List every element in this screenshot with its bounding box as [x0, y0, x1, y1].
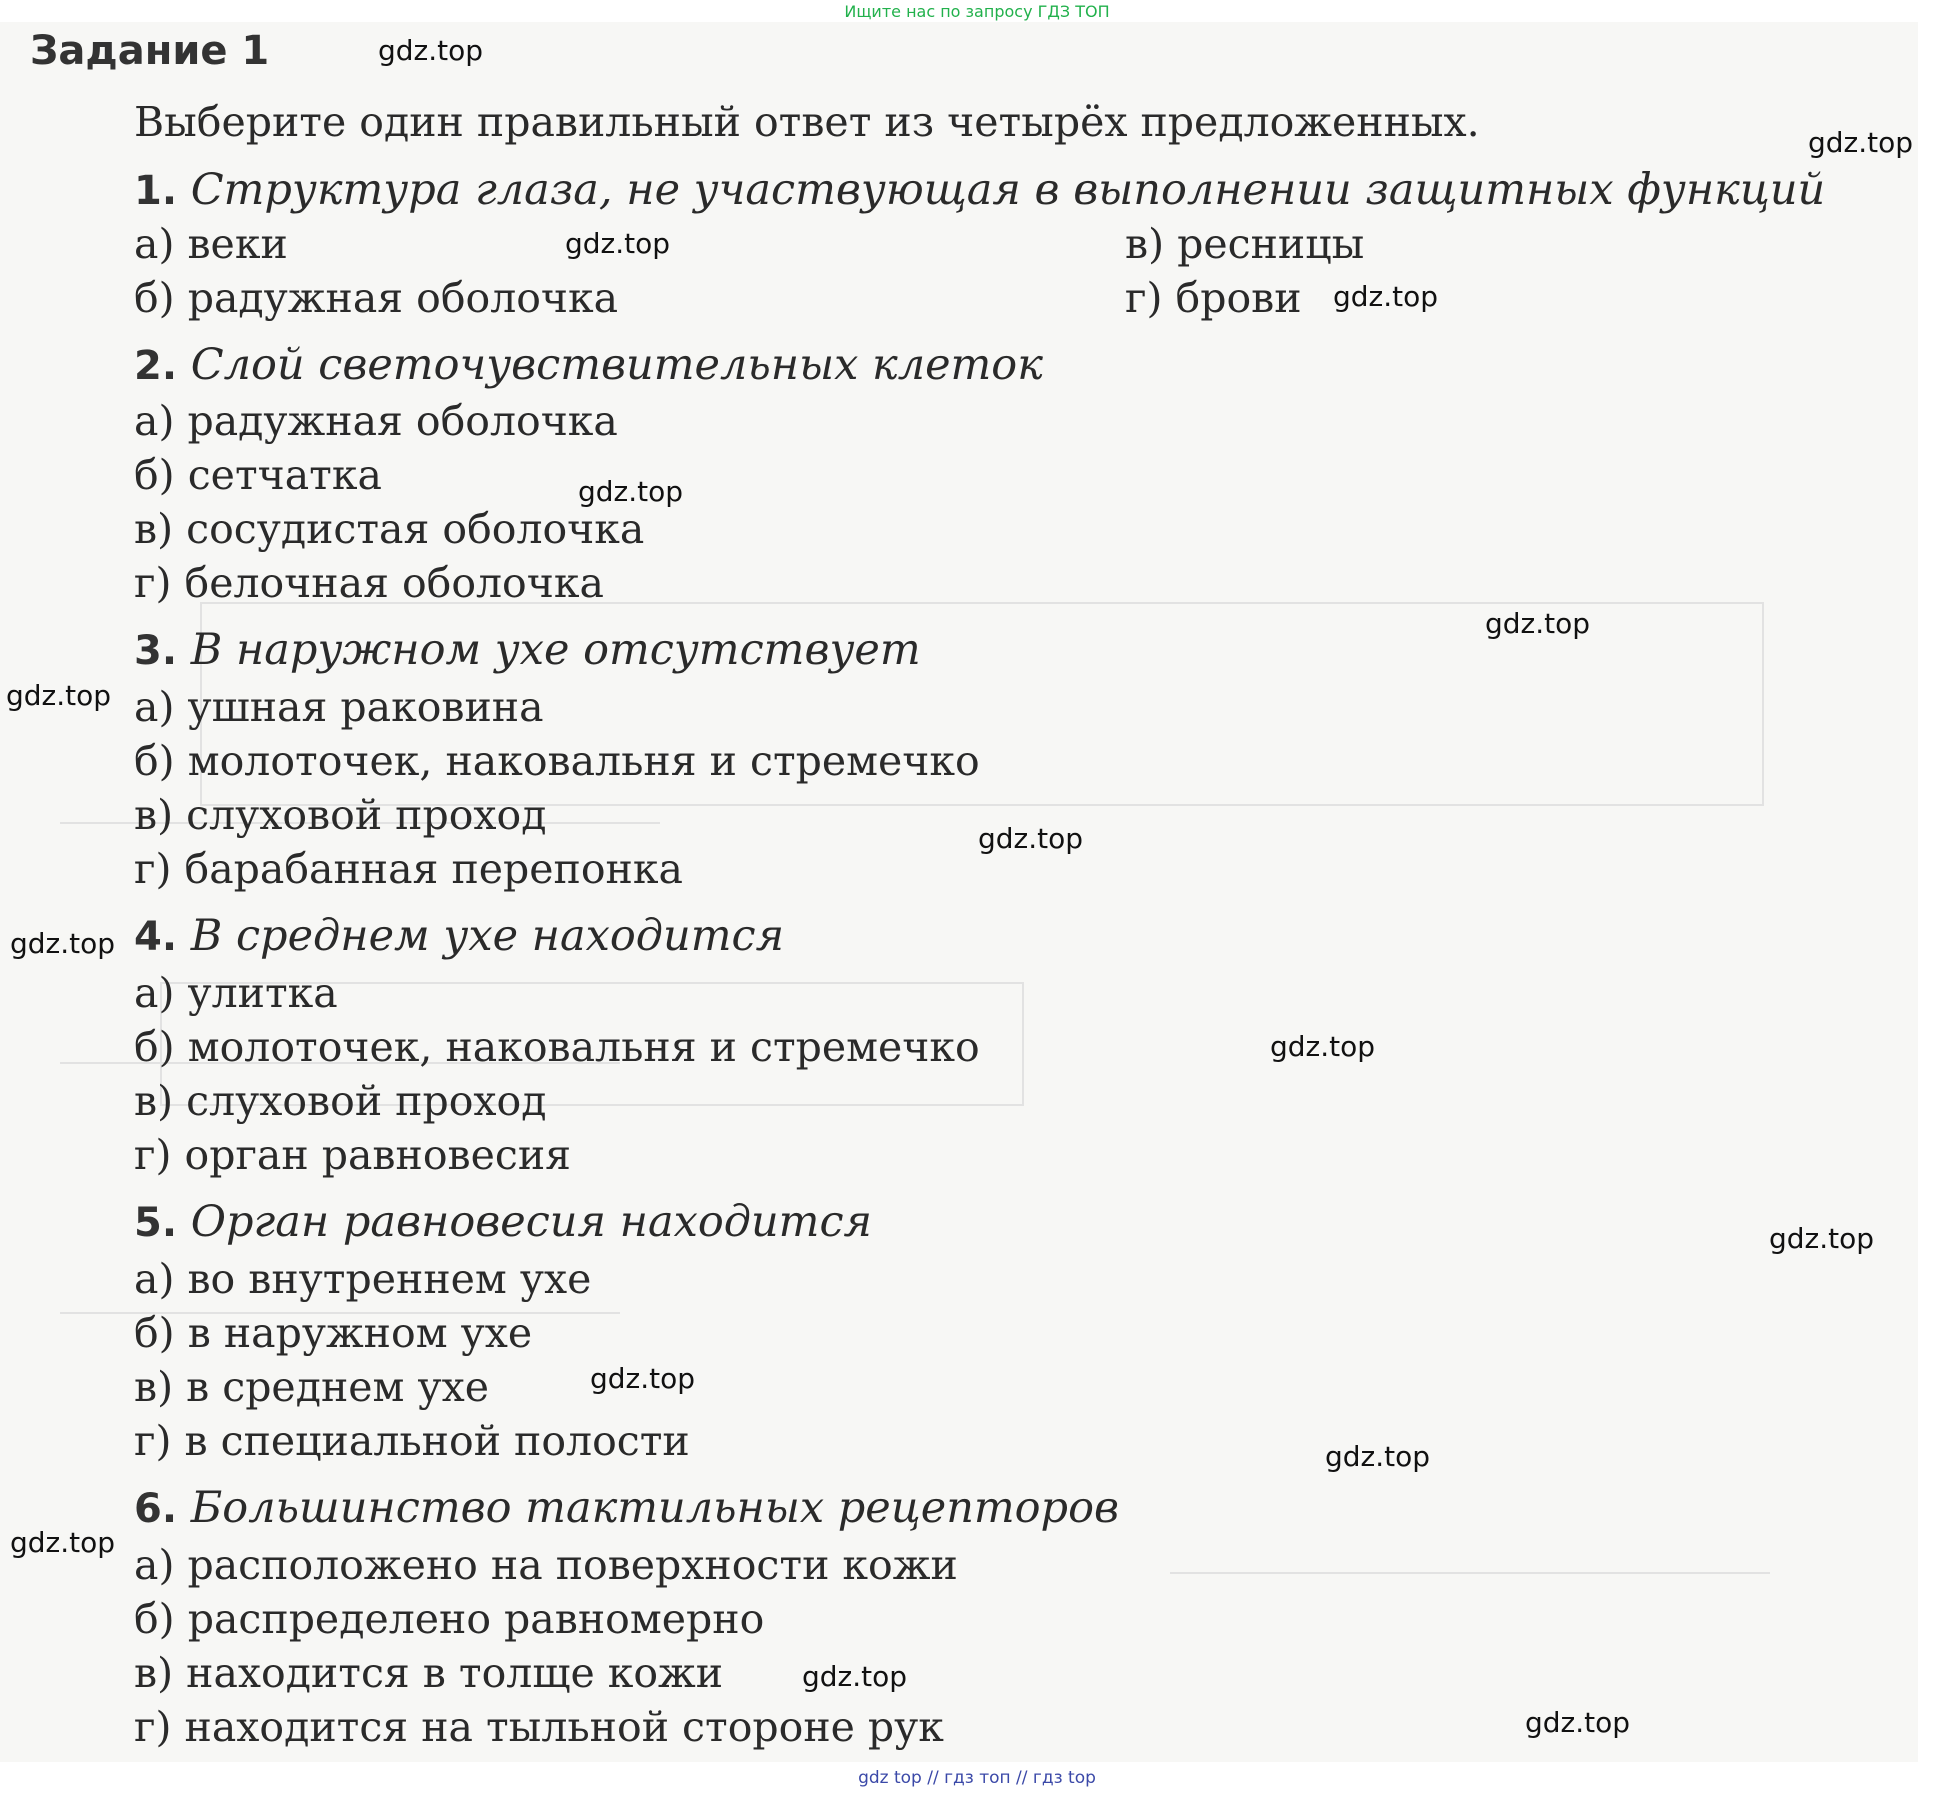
watermark: gdz.top: [1325, 1440, 1431, 1473]
answer-option[interactable]: г) брови: [1125, 274, 1302, 322]
answer-option[interactable]: в) находится в толще кожи: [134, 1649, 724, 1697]
answer-option[interactable]: в) сосудистая оболочка: [134, 505, 645, 553]
task-heading: Задание 1: [30, 28, 270, 74]
watermark: gdz.top: [1808, 126, 1914, 159]
answer-option[interactable]: б) молоточек, наковальня и стремечко: [134, 737, 980, 785]
answer-option[interactable]: в) в среднем ухе: [134, 1363, 489, 1411]
answer-option[interactable]: в) ресницы: [1125, 220, 1365, 268]
watermark: gdz.top: [10, 927, 116, 960]
answer-option[interactable]: б) в наружном ухе: [134, 1309, 533, 1357]
answer-option[interactable]: г) барабанная перепонка: [134, 845, 683, 893]
task-instruction: Выберите один правильный ответ из четырёх предложенных.: [134, 98, 1480, 146]
question-number: 1.: [134, 168, 178, 214]
bleed-through-line: [1170, 1572, 1770, 1574]
watermark: gdz.top: [6, 679, 112, 712]
question-3: [134, 625, 921, 675]
watermark: gdz.top: [1333, 280, 1439, 313]
question-number: 6.: [134, 1486, 178, 1532]
question-2: [134, 340, 1043, 390]
answer-option[interactable]: б) радужная оболочка: [134, 274, 619, 322]
answer-option[interactable]: а) веки: [134, 220, 288, 268]
question-text: Структура глаза, не участвующая в выполнении защитных функций: [190, 165, 1826, 215]
question-6: [134, 1483, 1119, 1533]
question-number: 5.: [134, 1200, 178, 1246]
watermark: gdz.top: [590, 1362, 696, 1395]
answer-option[interactable]: а) во внутреннем ухе: [134, 1255, 592, 1303]
question-text: Орган равновесия находится: [190, 1197, 873, 1247]
answer-option[interactable]: г) в специальной полости: [134, 1417, 690, 1465]
watermark: gdz.top: [802, 1660, 908, 1693]
answer-option[interactable]: в) слуховой проход: [134, 791, 547, 839]
answer-option[interactable]: а) улитка: [134, 969, 338, 1017]
answer-option[interactable]: б) молоточек, наковальня и стремечко: [134, 1023, 980, 1071]
answer-option[interactable]: б) распределено равномерно: [134, 1595, 765, 1643]
answer-option[interactable]: в) слуховой проход: [134, 1077, 547, 1125]
answer-option[interactable]: а) ушная раковина: [134, 683, 544, 731]
watermark: gdz.top: [565, 227, 671, 260]
question-4: [134, 911, 784, 961]
watermark: gdz.top: [1769, 1222, 1875, 1255]
answer-option[interactable]: а) расположено на поверхности кожи: [134, 1541, 958, 1589]
question-text: Слой светочувствительных клеток: [190, 340, 1043, 390]
answer-option[interactable]: г) орган равновесия: [134, 1131, 572, 1179]
answer-option[interactable]: б) сетчатка: [134, 451, 382, 499]
watermark: gdz.top: [578, 475, 684, 508]
watermark: gdz.top: [1270, 1030, 1376, 1063]
question-text: В наружном ухе отсутствует: [190, 625, 921, 675]
watermark: gdz.top: [978, 822, 1084, 855]
question-number: 3.: [134, 628, 178, 674]
watermark: gdz.top: [1525, 1706, 1631, 1739]
question-number: 4.: [134, 914, 178, 960]
answer-option[interactable]: г) находится на тыльной стороне рук: [134, 1703, 944, 1751]
watermark: gdz.top: [1485, 607, 1591, 640]
question-text: Большинство тактильных рецепторов: [190, 1483, 1120, 1533]
question-text: В среднем ухе находится: [190, 911, 785, 961]
bottom-banner[interactable]: gdz top // гдз топ // гдз top: [858, 1768, 1096, 1788]
question-number: 2.: [134, 343, 178, 389]
answer-option[interactable]: а) радужная оболочка: [134, 397, 618, 445]
top-banner[interactable]: Ищите нас по запросу ГДЗ ТОП: [844, 2, 1110, 21]
question-1: [134, 165, 1825, 215]
watermark: gdz.top: [10, 1526, 116, 1559]
watermark: gdz.top: [378, 34, 484, 67]
answer-option[interactable]: г) белочная оболочка: [134, 559, 604, 607]
question-5: [134, 1197, 872, 1247]
